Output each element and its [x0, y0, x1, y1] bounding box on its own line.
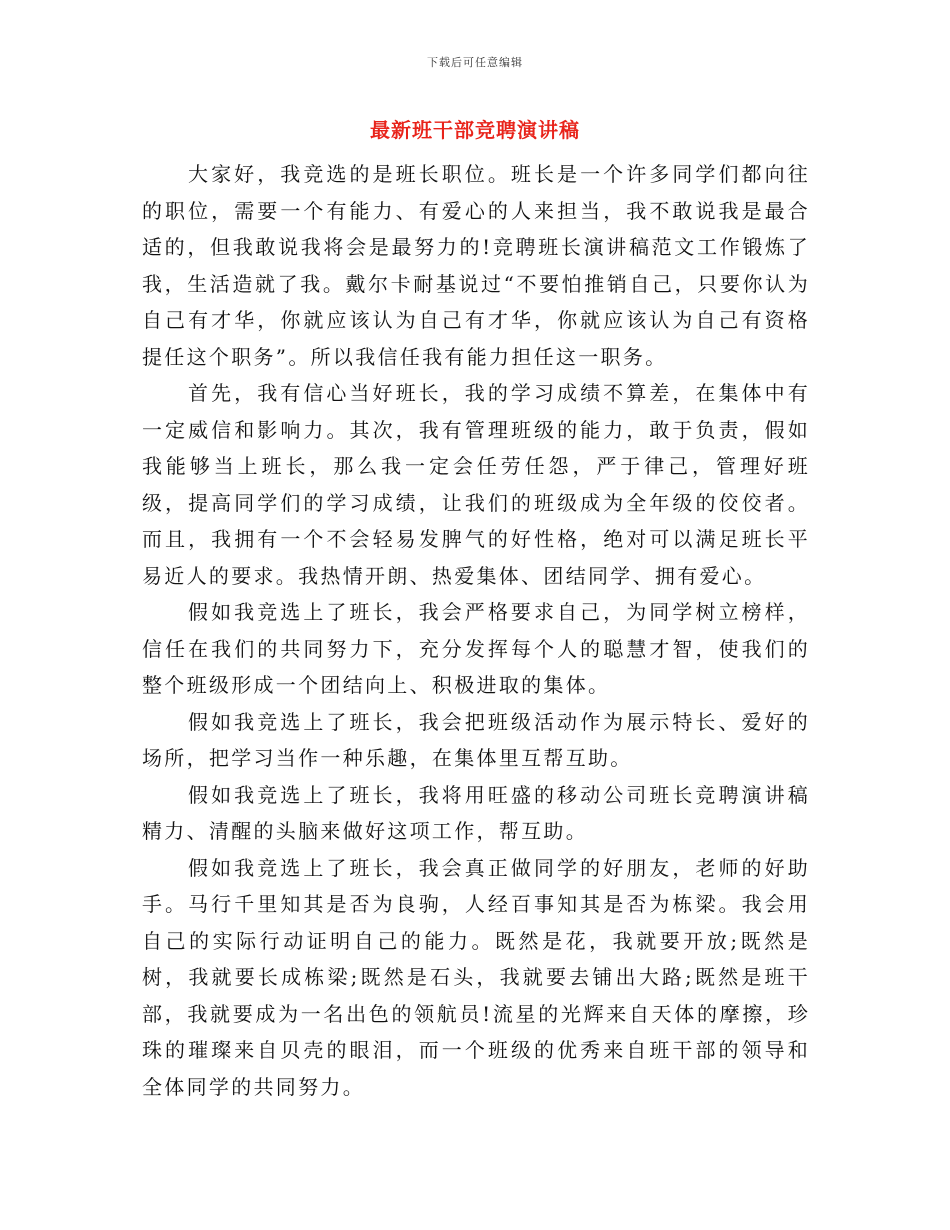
paragraph-4: 假如我竞选上了班长，我会把班级活动作为展示特长、爱好的场所，把学习当作一种乐趣，在集体里互帮互助。	[142, 709, 810, 770]
header-note: 下载后可任意编辑	[427, 56, 523, 69]
paragraph-3: 假如我竞选上了班长，我会严格要求自己，为同学树立榜样，信任在我们的共同努力下，充分发挥每个人的聪慧才智，使我们的整个班级形成一个团结向上、积极进取的集体。	[142, 600, 810, 697]
document-title: 最新班干部竞聘演讲稿	[370, 118, 580, 142]
paragraph-1: 大家好，我竞选的是班长职位。班长是一个许多同学们都向往的职位，需要一个有能力、有爱心的人来担当，我不敢说我是最合适的，但我敢说我将会是最努力的!竞聘班长演讲稿范文工作锻炼了我，生活造就了我。戴尔卡耐基说过“不要怕推销自己，只要你认为自己有才华，你就应该认为自己有才华，你就应该认为自己有资格提任这个职务”。所以我信任我有能力担任这一职务。	[142, 162, 810, 369]
paragraph-5: 假如我竞选上了班长，我将用旺盛的移动公司班长竞聘演讲稿精力、清醒的头脑来做好这项工作，帮互助。	[142, 782, 810, 843]
paragraph-6: 假如我竞选上了班长，我会真正做同学的好朋友，老师的好助手。马行千里知其是否为良驹，人经百事知其是否为栋梁。我会用自己的实际行动证明自己的能力。既然是花，我就要开放;既然是树，我就要长成栋梁;既然是石头，我就要去铺出大路;既然是班干部，我就要成为一名出色的领航员!流星的光辉来自天体的摩擦，珍珠的璀璨来自贝壳的眼泪，而一个班级的优秀来自班干部的领导和全体同学的共同努力。	[142, 855, 810, 1099]
paragraph-2: 首先，我有信心当好班长，我的学习成绩不算差，在集体中有一定威信和影响力。其次，我有管理班级的能力，敢于负责，假如我能够当上班长，那么我一定会任劳任怨，严于律己，管理好班级，提高同学们的学习成绩，让我们的班级成为全年级的佼佼者。而且，我拥有一个不会轻易发脾气的好性格，绝对可以满足班长平易近人的要求。我热情开朗、热爱集体、团结同学、拥有爱心。	[142, 381, 810, 588]
document-body	[142, 156, 810, 1105]
